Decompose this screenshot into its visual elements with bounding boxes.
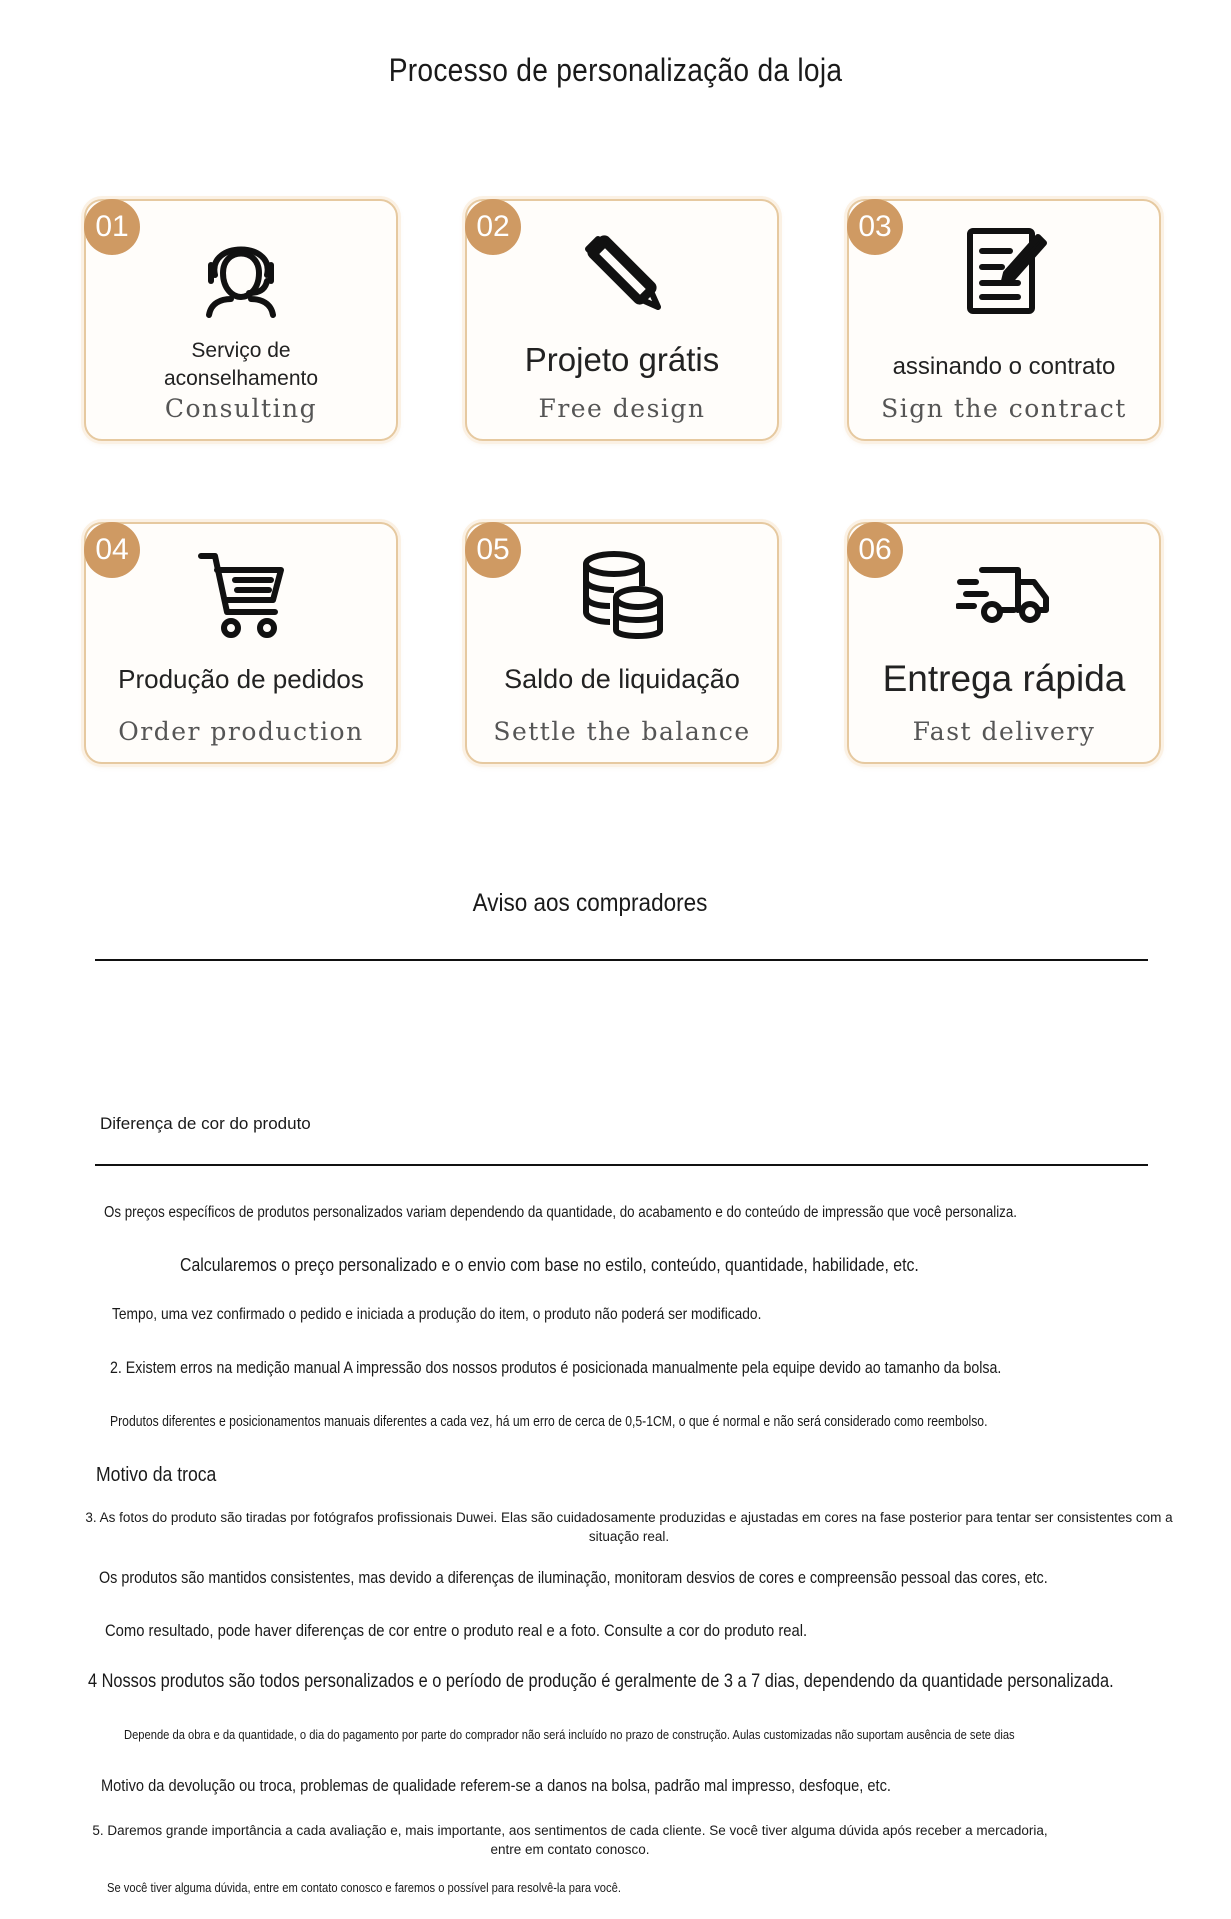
divider: [95, 959, 1148, 961]
step-title-pt: Serviço de aconselhamento: [163, 339, 319, 390]
step-title-pt: Projeto grátis: [524, 341, 720, 378]
notice-heading: Aviso aos compradores: [472, 889, 708, 917]
notice-line: Motivo da devolução ou troca, problemas de qualidade referem-se a danos na bolsa, padrão mal impresso, desfoque, etc.: [101, 1776, 891, 1795]
step-title-pt: Saldo de liquidação: [504, 664, 740, 694]
notice-line: Como resultado, pode haver diferenças de cor entre o produto real e a foto. Consulte a cor do produto real.: [105, 1621, 808, 1640]
step-title-en: Order production: [118, 717, 364, 746]
page-title: Processo de personalização da loja: [388, 52, 843, 88]
notice-line: 3. As fotos do produto são tiradas por fotógrafos profissionais Duwei. Elas são cuidadosamente produzidas e ajustadas em cores na fase posterior para tentar ser consistentes com a situação real.: [85, 1510, 1173, 1544]
divider: [95, 1164, 1148, 1166]
shopping-cart-icon: [193, 546, 289, 642]
notice-line: 2. Existem erros na medição manual A impressão dos nossos produtos é posicionada manualmente pela equipe devido ao tamanho da bolsa.: [110, 1359, 1002, 1377]
notice-line: Calcularemos o preço personalizado e o envio com base no estilo, conteúdo, quantidade, habilidade, etc.: [180, 1255, 919, 1275]
step-number: 05: [465, 522, 521, 578]
notice-line: Depende da obra e da quantidade, o dia do pagamento por parte do comprador não será incluído no prazo de construção. Aulas customizadas não suportam ausência de sete dias: [124, 1727, 1015, 1742]
step-number: 04: [84, 522, 140, 578]
notice-line: Os produtos são mantidos consistentes, mas devido a diferenças de iluminação, monitoram desvios de cores e compreensão pessoal das cores, etc.: [99, 1569, 1048, 1587]
step-card-consulting: [84, 199, 398, 441]
notice-line: Tempo, uma vez confirmado o pedido e iniciada a produção do item, o produto não poderá ser modificado.: [112, 1306, 762, 1323]
notice-line: Os preços específicos de produtos personalizados variam dependendo da quantidade, do acabamento e do conteúdo de impressão que você personaliza.: [104, 1204, 1017, 1221]
step-title-en: Consulting: [164, 394, 318, 423]
step-card-fast-delivery: [847, 522, 1161, 764]
notice-line: Produtos diferentes e posicionamentos manuais diferentes a cada vez, há um erro de cerca de 0,5-1CM, o que é normal e não será considerado como reembolso.: [110, 1414, 988, 1430]
step-card-free-design: [465, 199, 779, 441]
step-number: 02: [465, 199, 521, 255]
step-title-en: Fast delivery: [912, 717, 1096, 746]
contract-sign-icon: [956, 223, 1052, 319]
section-label: Diferença de cor do produto: [100, 1114, 311, 1133]
subheading: Motivo da troca: [96, 1464, 217, 1486]
notice-line: 5. Daremos grande importância a cada avaliação e, mais importante, aos sentimentos de cada cliente. Se você tiver alguma dúvida após receber a mercadoria, entre em contato conosco.: [92, 1823, 1048, 1857]
pencil-ruler-icon: [574, 223, 670, 319]
step-title-en: Sign the contract: [881, 394, 1127, 423]
notice-line: 4 Nossos produtos são todos personalizados e o período de produção é geralmente de 3 a 7 dias, dependendo da quantidade personalizada.: [88, 1671, 1114, 1692]
step-title-en: Settle the balance: [493, 717, 751, 746]
step-card-settle-balance: [465, 522, 779, 764]
step-card-sign-contract: [847, 199, 1161, 441]
step-title-pt: assinando o contrato: [892, 353, 1116, 380]
step-title-en: Free design: [538, 394, 706, 423]
step-number: 06: [847, 522, 903, 578]
fast-truck-icon: [956, 546, 1052, 642]
step-number: 01: [84, 199, 140, 255]
step-title-pt: Produção de pedidos: [118, 664, 364, 694]
step-title-pt: Entrega rápida: [882, 658, 1126, 699]
headset-support-icon: [193, 223, 289, 319]
coin-stack-icon: [574, 546, 670, 642]
step-number: 03: [847, 199, 903, 255]
step-card-order-production: [84, 522, 398, 764]
notice-line: Se você tiver alguma dúvida, entre em contato conosco e faremos o possível para resolvê-la para você.: [107, 1880, 621, 1895]
